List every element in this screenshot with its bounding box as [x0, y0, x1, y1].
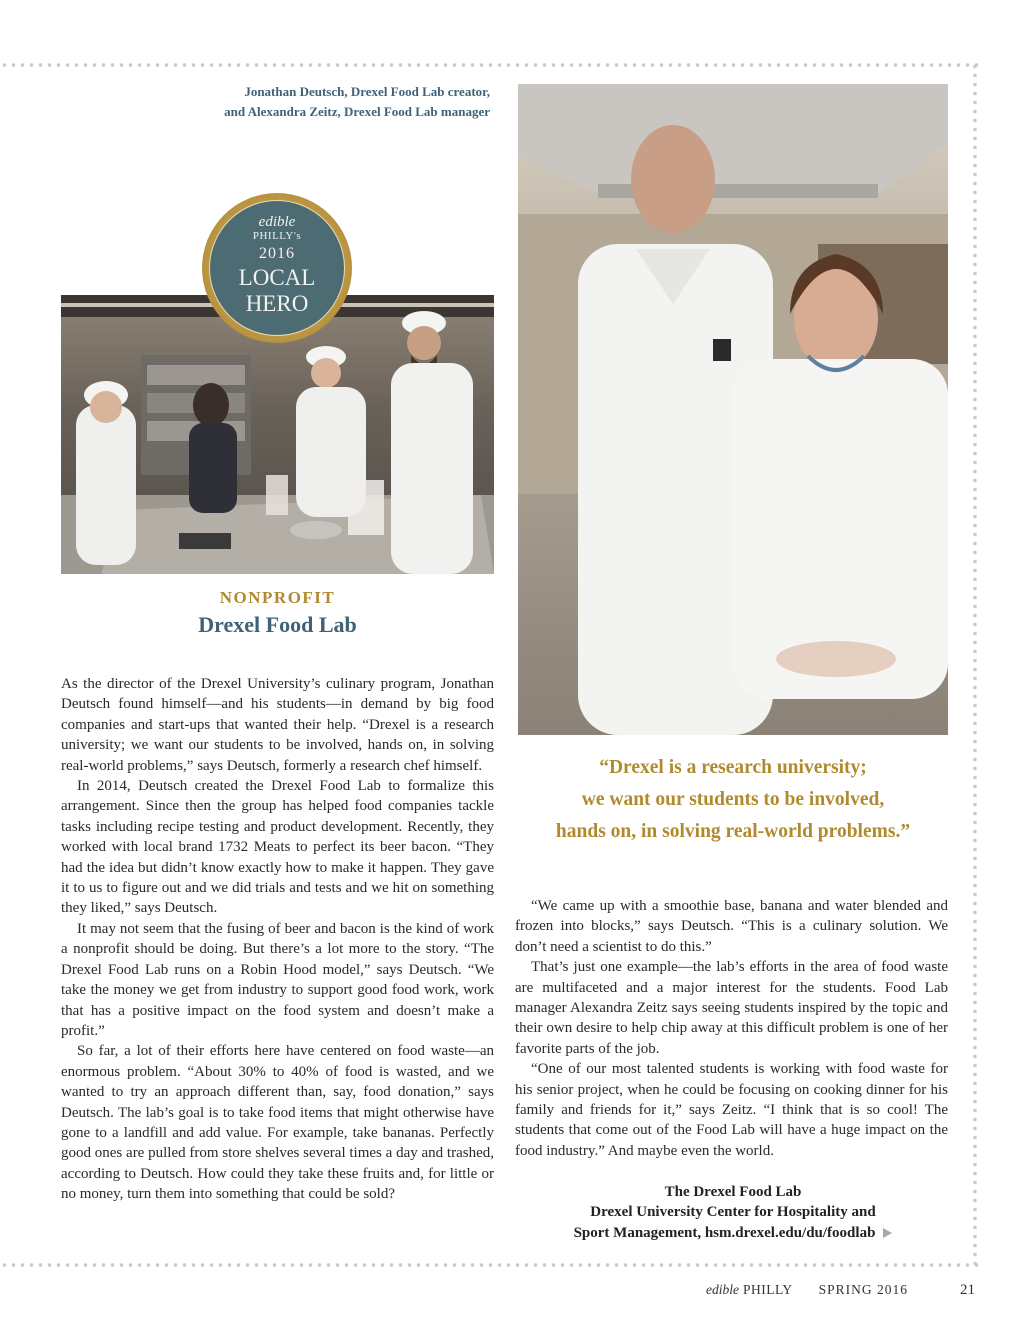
chefs-portrait-illustration — [518, 84, 948, 735]
right-body-column — [515, 896, 948, 1161]
top-dotted-border — [0, 62, 978, 68]
credits-line: The Drexel Food Lab — [664, 1184, 802, 1200]
credits-link-text[interactable]: Sport Management, hsm.drexel.edu/du/foodlab — [573, 1224, 876, 1241]
pull-quote — [518, 752, 948, 848]
pull-quote-line: “Drexel is a research university; — [599, 757, 867, 778]
footer-publication-italic: edible — [705, 1282, 739, 1297]
category-label: NONPROFIT — [219, 588, 336, 607]
badge-year: 2016 — [259, 245, 295, 262]
local-hero-badge — [202, 193, 352, 343]
paragraph: In 2014, Deutsch created the Drexel Food Lab to formalize this arrangement. Since then the group has helped food companies tackle tasks including recipe testing and product development. Recently, they worked with local brand 1732 Meats to perfect its beer bacon. “They had the idea but didn’t know exactly how to make it happen. They gave it to us to figure out and we did trials and tests and we hit on something they liked,” says Deutsch. — [61, 778, 494, 917]
page-footer — [560, 1282, 975, 1299]
badge-hero: HERO — [245, 291, 309, 316]
paragraph: It may not seem that the fusing of beer and bacon is the kind of work a nonprofit should be doing. But there’s a lot more to the story. “The Drexel Food Lab runs on a Robin Hood model,” says Deutsch. “We take the money we get from industry to support good food work, work that has a positive impact on the food system and doesn’t make a profit.” — [61, 920, 494, 1039]
bottom-dotted-border — [0, 1262, 978, 1268]
article-title: Drexel Food Lab — [198, 612, 357, 637]
triangle-arrow-icon — [883, 1228, 892, 1238]
paragraph: So far, a lot of their efforts here have centered on food waste—an enormous problem. “About 30% to 40% of food is wasted, and we wanted to try an approach different than, say, food donation,” says Deutsch. The lab’s goal is to take food items that might otherwise have gone to a landfill and add value. For example, take bananas. Perfectly good ones are pulled from store shelves several times a day and trashed, according to Deutsch. How could they take these fruits and, for little or no money, turn them into something that could be sold? — [61, 1043, 494, 1203]
caption-line-2: and Alexandra Zeitz, Drexel Food Lab manager — [224, 104, 490, 119]
caption-line-1: Jonathan Deutsch, Drexel Food Lab creator, — [244, 84, 490, 99]
left-body-column — [61, 674, 494, 1205]
badge-local: LOCAL — [238, 265, 316, 290]
credits-line — [518, 1223, 948, 1243]
pull-quote-line: we want our students to be involved, — [581, 789, 885, 810]
badge-edible-text: edible — [258, 214, 296, 230]
paragraph: “We came up with a smoothie base, banana and water blended and frozen into blocks,” says Deutsch. “This is a culinary solution. We don’t need a scientist to do this.” — [515, 898, 948, 955]
right-dotted-border — [972, 62, 978, 1268]
paragraph: As the director of the Drexel University’s culinary program, Jonathan Deutsch found himself—and his students—in demand by big food companies and start-ups that wanted their help. “Drexel is a research university; we want our students to be involved, hands on, in solving real-world problems,” says Deutsch, formerly a research chef himself. — [61, 676, 494, 774]
badge-seal — [209, 200, 345, 336]
page-number: 21 — [960, 1282, 975, 1298]
pull-quote-line: hands on, in solving real-world problems.” — [555, 821, 911, 842]
paragraph: That’s just one example—the lab’s efforts in the area of food waste are multifaceted and a major interest for the students. Food Lab manager Alexandra Zeitz says seeing students inspired by the topic and their own desire to help chip away at this difficult problem is one of her favorite parts of the job. — [515, 959, 948, 1057]
credits-line: Drexel University Center for Hospitality and — [590, 1204, 876, 1221]
photo-caption — [150, 82, 490, 122]
footer-publication-name: PHILLY — [742, 1282, 793, 1297]
chefs-portrait-photo — [518, 84, 948, 735]
footer-issue: SPRING 2016 — [818, 1282, 908, 1297]
paragraph: “One of our most talented students is working with food waste for his senior project, when he could be focusing on cooking dinner for his family and friends for it,” says Zeitz. “I think that is so cool! The students that come out of the Food Lab will have a huge impact on the food industry.” And maybe even the world. — [515, 1061, 948, 1159]
organization-credits — [518, 1182, 948, 1243]
badge-philly-text: PHILLY's — [252, 230, 302, 242]
